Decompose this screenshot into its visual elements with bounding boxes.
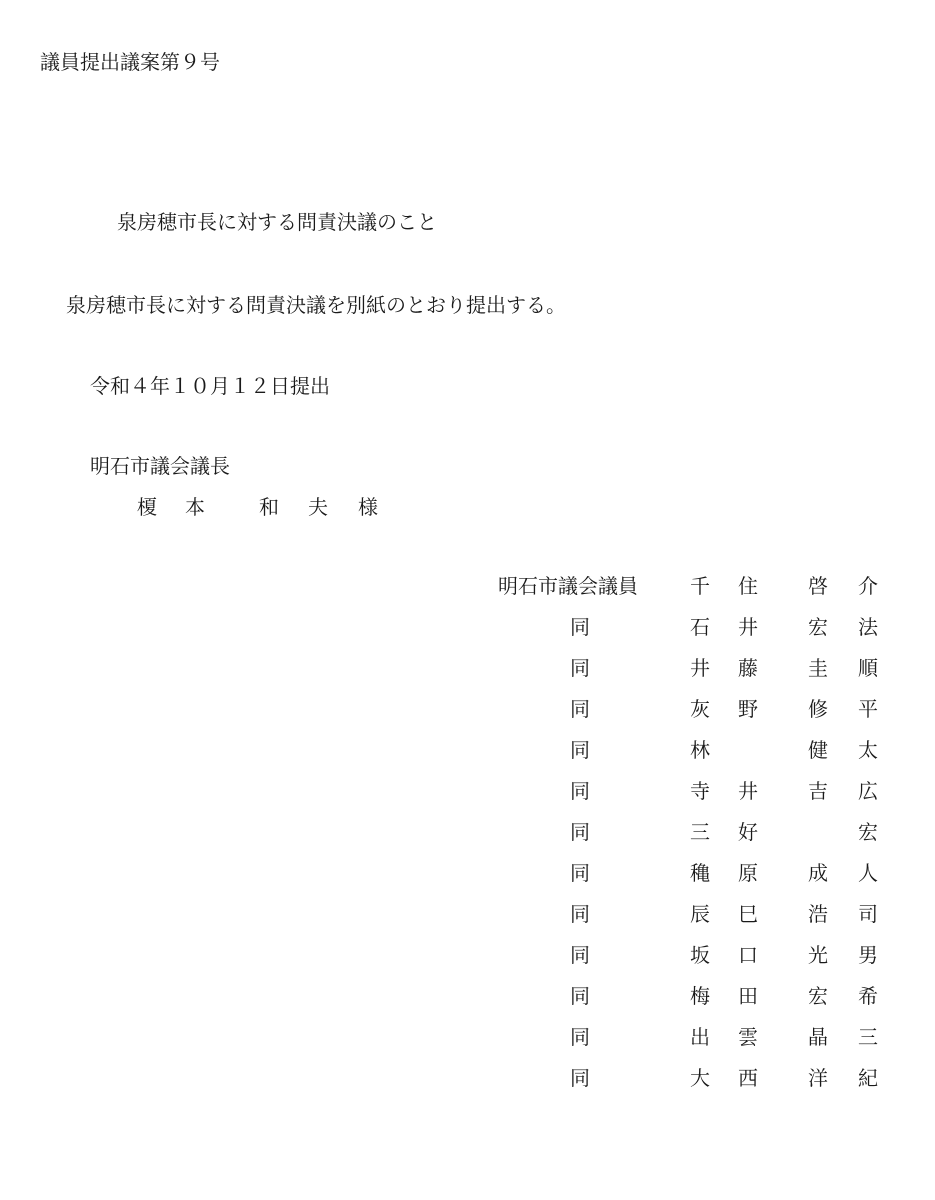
signatory-role: 同 <box>570 697 590 721</box>
signatory-family-name-char: 田 <box>738 984 758 1008</box>
signatory-given-name-char: 介 <box>858 574 878 598</box>
signatory-family-name-char: 住 <box>738 574 758 598</box>
signatory-family-name-char: 西 <box>738 1066 758 1090</box>
signatory-family-name-char: 辰 <box>690 902 710 926</box>
submission-date: 令和４年１０月１２日提出 <box>90 374 330 398</box>
signatory-family-name-char: 三 <box>690 820 710 844</box>
signatory-family-name-char: 藤 <box>738 656 758 680</box>
addressee-name <box>137 497 378 517</box>
signatory-given-name-char: 順 <box>858 656 878 680</box>
signatory-role: 同 <box>570 820 590 844</box>
signatory-family-name-char: 雲 <box>738 1025 758 1049</box>
signatory-given-name-char: 司 <box>858 902 878 926</box>
signatory-family-name-char: 灰 <box>690 697 710 721</box>
signatory-given-name-char: 広 <box>858 779 878 803</box>
signatory-row <box>0 822 935 862</box>
addressee-name-char: 本 <box>185 495 205 519</box>
signatory-given-name-char: 人 <box>858 861 878 885</box>
signatory-family-name-char: 寺 <box>690 779 710 803</box>
signatory-given-name-char: 三 <box>858 1025 878 1049</box>
signatory-given-name-char: 健 <box>808 738 828 762</box>
signatory-family-name-char: 大 <box>690 1066 710 1090</box>
signatory-role: 同 <box>570 615 590 639</box>
signatory-given-name-char: 宏 <box>858 820 878 844</box>
signatory-given-name-char: 宏 <box>808 615 828 639</box>
signatory-family-name-char: 千 <box>690 574 710 598</box>
signatory-row <box>0 1027 935 1067</box>
addressee-name-char: 夫 <box>308 495 328 519</box>
signatory-role: 同 <box>570 984 590 1008</box>
addressee-name-char: 様 <box>358 495 378 519</box>
signatory-given-name-char: 平 <box>858 697 878 721</box>
signatory-family-name-char: 井 <box>690 656 710 680</box>
signatory-row <box>0 740 935 780</box>
signatory-family-name-char: 穐 <box>690 861 710 885</box>
signatory-given-name-char: 修 <box>808 697 828 721</box>
signatory-role: 同 <box>570 943 590 967</box>
signatory-row <box>0 863 935 903</box>
signatory-role: 同 <box>570 779 590 803</box>
addressee-name-char: 榎 <box>137 495 157 519</box>
signatory-row <box>0 576 935 616</box>
signatory-family-name-char: 梅 <box>690 984 710 1008</box>
signatory-family-name-char: 原 <box>738 861 758 885</box>
signatory-given-name-char: 太 <box>858 738 878 762</box>
signatory-family-name-char: 坂 <box>690 943 710 967</box>
signatory-given-name-char: 浩 <box>808 902 828 926</box>
signatory-given-name-char: 男 <box>858 943 878 967</box>
signatory-given-name-char: 晶 <box>808 1025 828 1049</box>
signatory-given-name-char: 啓 <box>808 574 828 598</box>
signatory-row <box>0 699 935 739</box>
signatory-row <box>0 945 935 985</box>
signatory-role: 明石市議会議員 <box>498 574 638 598</box>
signatory-given-name-char: 紀 <box>858 1066 878 1090</box>
signatory-given-name-char: 吉 <box>808 779 828 803</box>
signatory-family-name-char: 好 <box>738 820 758 844</box>
signatory-role: 同 <box>570 861 590 885</box>
submission-statement: 泉房穂市長に対する問責決議を別紙のとおり提出する。 <box>66 293 566 317</box>
signatory-role: 同 <box>570 738 590 762</box>
signatory-family-name-char: 井 <box>738 615 758 639</box>
signatory-family-name-char: 石 <box>690 615 710 639</box>
signatory-row <box>0 617 935 657</box>
signatory-role: 同 <box>570 902 590 926</box>
addressee-name-char: 和 <box>259 495 279 519</box>
signatory-row <box>0 781 935 821</box>
signatory-given-name-char: 成 <box>808 861 828 885</box>
signatory-family-name-char: 井 <box>738 779 758 803</box>
signatory-row <box>0 904 935 944</box>
document-subject: 泉房穂市長に対する問責決議のこと <box>117 210 437 234</box>
document-number: 議員提出議案第９号 <box>40 50 220 74</box>
signatory-family-name-char: 口 <box>738 943 758 967</box>
signatory-row <box>0 986 935 1026</box>
signatory-row <box>0 1068 935 1108</box>
signatory-role: 同 <box>570 656 590 680</box>
signatory-row <box>0 658 935 698</box>
signatory-given-name-char: 圭 <box>808 656 828 680</box>
signatory-family-name-char: 野 <box>738 697 758 721</box>
addressee-title: 明石市議会議長 <box>90 454 230 478</box>
signatory-role: 同 <box>570 1025 590 1049</box>
signatory-family-name-char: 出 <box>690 1025 710 1049</box>
signatory-role: 同 <box>570 1066 590 1090</box>
signatory-family-name-char: 巳 <box>738 902 758 926</box>
signatory-given-name-char: 希 <box>858 984 878 1008</box>
signatory-given-name-char: 法 <box>858 615 878 639</box>
signatory-given-name-char: 洋 <box>808 1066 828 1090</box>
signatory-family-name-char: 林 <box>690 738 710 762</box>
signatory-given-name-char: 光 <box>808 943 828 967</box>
signatory-given-name-char: 宏 <box>808 984 828 1008</box>
